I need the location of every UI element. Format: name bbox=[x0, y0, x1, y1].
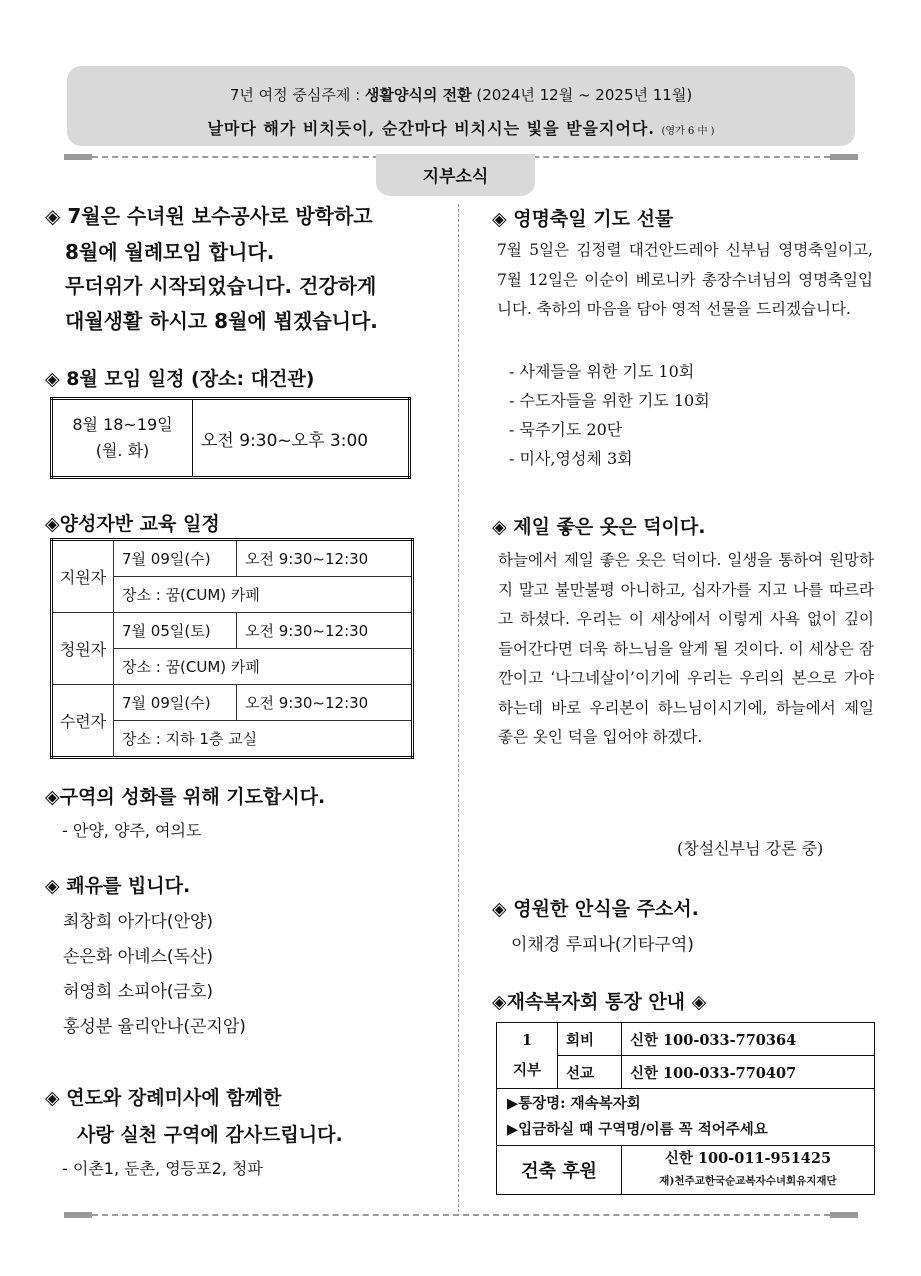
feast-list-1: - 사제들을 위한 기도 10회 bbox=[509, 362, 695, 381]
table-row bbox=[497, 1089, 875, 1146]
group-place: 장소 : 지하 1층 교실 bbox=[114, 721, 413, 758]
building-label: 건축 후원 bbox=[497, 1146, 622, 1195]
thanks-heading-2: 사랑 실천 구역에 감사드립니다. bbox=[77, 1124, 343, 1146]
account-type: 회비 bbox=[558, 1023, 622, 1056]
feast-list-3: - 묵주기도 20단 bbox=[509, 420, 623, 439]
account-number: 신한 100-033-770407 bbox=[622, 1056, 875, 1089]
building-account: 신한 100-011-951425 bbox=[664, 1150, 832, 1167]
meeting-heading: ◈ 8월 모임 일정 (장소: 대건관) bbox=[45, 368, 315, 390]
branch-cell bbox=[497, 1023, 558, 1089]
building-cell bbox=[622, 1146, 875, 1195]
motto bbox=[67, 116, 855, 139]
account-notes bbox=[497, 1089, 875, 1146]
deposit-note: ▶입금하실 때 구역명/이름 꼭 적어주세요 bbox=[507, 1121, 768, 1138]
intro-line-2: 8월에 월례모임 합니다. bbox=[65, 240, 275, 264]
motto-text: 날마다 해가 비치듯이, 순간마다 비치시는 빛을 받을지어다. bbox=[207, 119, 655, 138]
group-name: 수련자 bbox=[52, 685, 114, 758]
journey-theme bbox=[67, 84, 855, 105]
header-banner bbox=[67, 66, 855, 146]
motto-source: (영가 6 中 ) bbox=[661, 126, 715, 137]
repose-name: 이채경 루피나(기타구역) bbox=[511, 935, 694, 955]
feast-list-2: - 수도자들을 위한 기도 10회 bbox=[509, 391, 710, 410]
meeting-time: 오전 9:30~오후 3:00 bbox=[193, 399, 410, 478]
account-heading: ◈재속복자회 통장 안내 ◈ bbox=[492, 991, 707, 1013]
sanctify-heading: ◈구역의 성화를 위해 기도합시다. bbox=[45, 786, 326, 808]
theme-title: 생활양식의 전환 bbox=[364, 86, 472, 104]
account-type: 선교 bbox=[558, 1056, 622, 1089]
virtue-heading: ◈ 제일 좋은 옷은 덕이다. bbox=[492, 516, 706, 538]
branch-number: 1 bbox=[521, 1031, 533, 1049]
thanks-heading-1: ◈ 연도와 장례미사에 함께한 bbox=[45, 1087, 282, 1109]
thanks-items: - 이촌1, 둔촌, 영등포2, 청파 bbox=[62, 1159, 263, 1178]
sanctify-items: - 안양, 양주, 여의도 bbox=[62, 821, 202, 840]
rule-cap-left bbox=[64, 1212, 92, 1218]
meeting-days: (월. 화) bbox=[95, 441, 150, 460]
account-table bbox=[496, 1022, 875, 1195]
feast-heading: ◈ 영명축일 기도 선물 bbox=[492, 208, 674, 230]
table-row bbox=[497, 1023, 875, 1056]
column-divider bbox=[458, 204, 459, 1212]
group-date: 7월 05일(토) bbox=[114, 613, 237, 649]
recovery-name-4: 홍성분 율리안나(곤지암) bbox=[63, 1017, 246, 1037]
meeting-date: 8월 18~19일 bbox=[72, 415, 173, 434]
table-row bbox=[52, 685, 413, 721]
section-tab: 지부소식 bbox=[376, 154, 535, 196]
group-date: 7월 09일(수) bbox=[114, 540, 237, 577]
virtue-body: 하늘에서 제일 좋은 옷은 덕이다. 일생을 통하여 원망하지 말고 불만불평 아니하고, 십자가를 지고 나를 따르라고 하셨다. 우리는 이 세상에서 이렇게 사욕 없이 깊이 들어간다면 더욱 하느님을 알게 될 것이다. 이 세상은 잠깐이고 ‘나그네살이’이기에 우리는 우리의 본으로 가야 하는데 바로 우리본이 하느님이시기에, 하늘에서 제일 좋은 옷인 덕을 입어야 하겠다. bbox=[498, 551, 874, 746]
recovery-name-3: 허영희 소피아(금호) bbox=[63, 982, 214, 1002]
theme-period: (2024년 12월 ~ 2025년 11월) bbox=[471, 86, 693, 104]
group-name: 지원자 bbox=[52, 540, 114, 613]
formation-heading: ◈양성자반 교육 일정 bbox=[45, 513, 220, 535]
meeting-table bbox=[50, 397, 411, 479]
branch-label: 지부 bbox=[512, 1061, 541, 1079]
group-time: 오전 9:30~12:30 bbox=[237, 685, 413, 721]
formation-table bbox=[50, 538, 414, 759]
repose-heading: ◈ 영원한 안식을 주소서. bbox=[492, 898, 699, 920]
recovery-name-1: 최창희 아가다(안양) bbox=[63, 912, 214, 932]
rule-cap-left bbox=[64, 154, 92, 160]
recovery-heading: ◈ 쾌유를 빕니다. bbox=[45, 875, 191, 897]
feast-body: 7월 5일은 김정렬 대건안드레아 신부님 영명축일이고, 7월 12일은 이순이 베로니카 총장수녀님의 영명축일입니다. 축하의 마음을 담아 영적 선물을 드리겠습니다. bbox=[497, 241, 873, 318]
intro-line-4: 대월생활 하시고 8월에 뵙겠습니다. bbox=[65, 309, 378, 333]
theme-prefix: 7년 여정 중심주제 : bbox=[229, 86, 365, 104]
account-holder: ▶통장명: 재속복자회 bbox=[507, 1095, 641, 1112]
rule-cap-right bbox=[830, 1212, 858, 1218]
table-row bbox=[52, 613, 413, 649]
table-row bbox=[52, 540, 413, 577]
group-time: 오전 9:30~12:30 bbox=[237, 540, 413, 577]
rule-cap-right bbox=[830, 154, 858, 160]
virtue-source: (창설신부님 강론 중) bbox=[677, 839, 824, 858]
intro-line-1: ◈ 7월은 수녀원 보수공사로 방학하고 bbox=[45, 204, 373, 228]
building-holder: 재)천주교한국순교복자수녀회유지재단 bbox=[659, 1175, 837, 1187]
table-row bbox=[497, 1146, 875, 1195]
group-place: 장소 : 꿈(CUM) 카페 bbox=[114, 649, 413, 685]
group-place: 장소 : 꿈(CUM) 카페 bbox=[114, 577, 413, 613]
intro-line-3: 무더위가 시작되었습니다. 건강하게 bbox=[65, 274, 377, 298]
bottom-rule bbox=[92, 1214, 830, 1216]
feast-list-4: - 미사,영성체 3회 bbox=[509, 449, 633, 468]
group-date: 7월 09일(수) bbox=[114, 685, 237, 721]
meeting-date-cell bbox=[52, 399, 193, 478]
group-time: 오전 9:30~12:30 bbox=[237, 613, 413, 649]
account-number: 신한 100-033-770364 bbox=[622, 1023, 875, 1056]
group-name: 청원자 bbox=[52, 613, 114, 685]
recovery-name-2: 손은화 아녜스(독산) bbox=[63, 947, 214, 967]
